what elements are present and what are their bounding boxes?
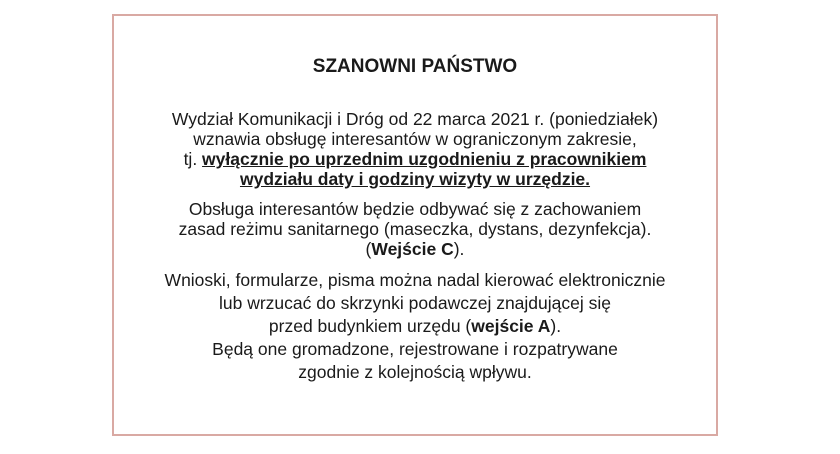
emphasized-text: wydziału daty i godziny wizyty w urzędzie. — [239, 169, 591, 189]
text-suffix: ). — [550, 316, 562, 336]
paragraph-line: lub wrzucać do skrzynki podawczej znajdującej się — [219, 293, 611, 313]
emphasized-text: wyłącznie po uprzednim uzgodnieniu z pracownikiem — [202, 149, 647, 169]
paren-open: ( — [365, 239, 372, 259]
notice-body — [114, 109, 716, 384]
paragraph-line — [114, 149, 716, 169]
paragraph-reopening — [114, 109, 716, 189]
notice-title: SZANOWNI PAŃSTWO — [312, 56, 518, 77]
text-prefix: tj. — [183, 149, 203, 169]
paragraph-line: zasad reżimu sanitarnego (maseczka, dystans, dezynfekcja). — [178, 219, 652, 239]
paragraph-line: wznawia obsługę interesantów w ograniczonym zakresie, — [193, 129, 637, 149]
text-prefix: przed budynkiem urzędu ( — [268, 316, 472, 336]
entrance-c-label: Wejście C — [371, 239, 454, 259]
paragraph-line: zgodnie z kolejnością wpływu. — [298, 362, 532, 382]
entrance-a-label: wejście A — [471, 316, 551, 336]
notice-frame — [112, 14, 718, 436]
paragraph-line: Wydział Komunikacji i Dróg od 22 marca 2021 r. (poniedziałek) — [171, 109, 659, 129]
paragraph-line: Obsługa interesantów będzie odbywać się z zachowaniem — [188, 199, 642, 219]
paragraph-line — [114, 315, 716, 338]
paragraph-documents — [114, 269, 716, 384]
paragraph-line: Wnioski, formularze, pisma można nadal kierować elektronicznie — [164, 270, 666, 290]
paren-close: ). — [453, 239, 465, 259]
paragraph-line — [114, 239, 716, 259]
paragraph-sanitary — [114, 199, 716, 259]
paragraph-line: Będą one gromadzone, rejestrowane i rozpatrywane — [212, 339, 618, 359]
paragraph-line — [114, 169, 716, 189]
